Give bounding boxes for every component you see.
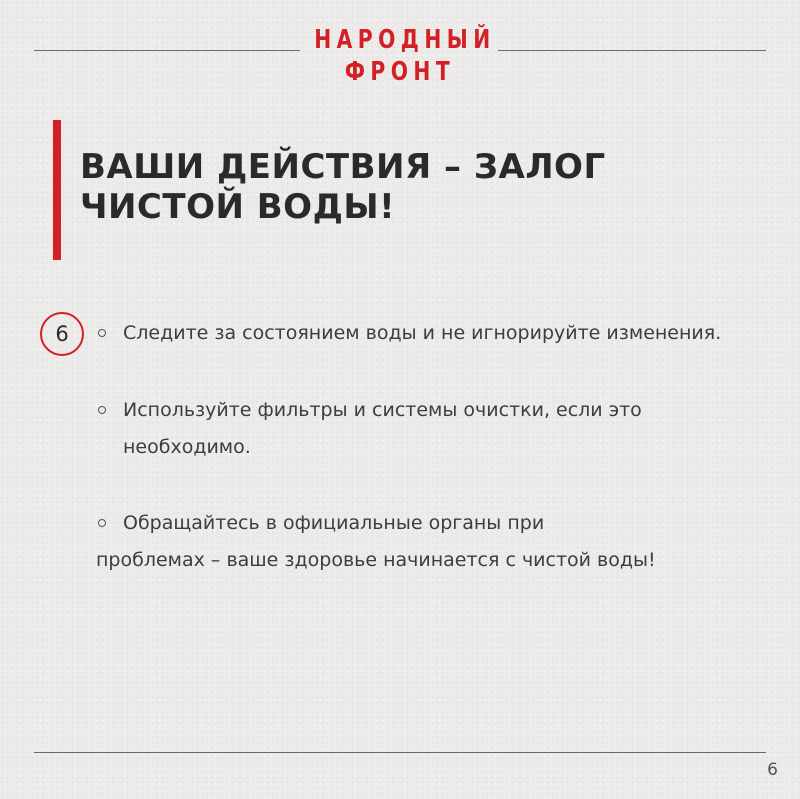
- page-title: [80, 147, 740, 227]
- bullet-item-3-line-1: Обращайтесь в официальные органы при: [123, 512, 545, 534]
- bullet-item-1: Следите за состоянием воды и не игнорируйте изменения.: [123, 322, 722, 344]
- logo: [314, 24, 496, 88]
- logo-line-2: ФРОНТ: [344, 57, 456, 87]
- bullet-circle-icon: [98, 329, 106, 337]
- bullet-circle-icon: [98, 406, 106, 414]
- bullet-item-2-line-2: необходимо.: [123, 436, 251, 458]
- title-accent-bar: [53, 120, 61, 260]
- page-number: 6: [767, 760, 778, 780]
- title-line-1: ВАШИ ДЕЙСТВИЯ – ЗАЛОГ: [80, 147, 606, 187]
- logo-line-1: НАРОДНЫЙ: [314, 25, 496, 55]
- section-number-badge: 6: [40, 312, 84, 356]
- bullet-item-3-line-2: проблемах – ваше здоровье начинается с чистой воды!: [96, 549, 656, 571]
- bullet-circle-icon: [98, 519, 106, 527]
- footer-rule: [34, 752, 766, 753]
- header-rule-left: [34, 50, 300, 51]
- header-rule-right: [498, 50, 766, 51]
- bullet-item-2-line-1: Используйте фильтры и системы очистки, если это: [123, 399, 642, 421]
- title-line-2: ЧИСТОЙ ВОДЫ!: [80, 187, 396, 227]
